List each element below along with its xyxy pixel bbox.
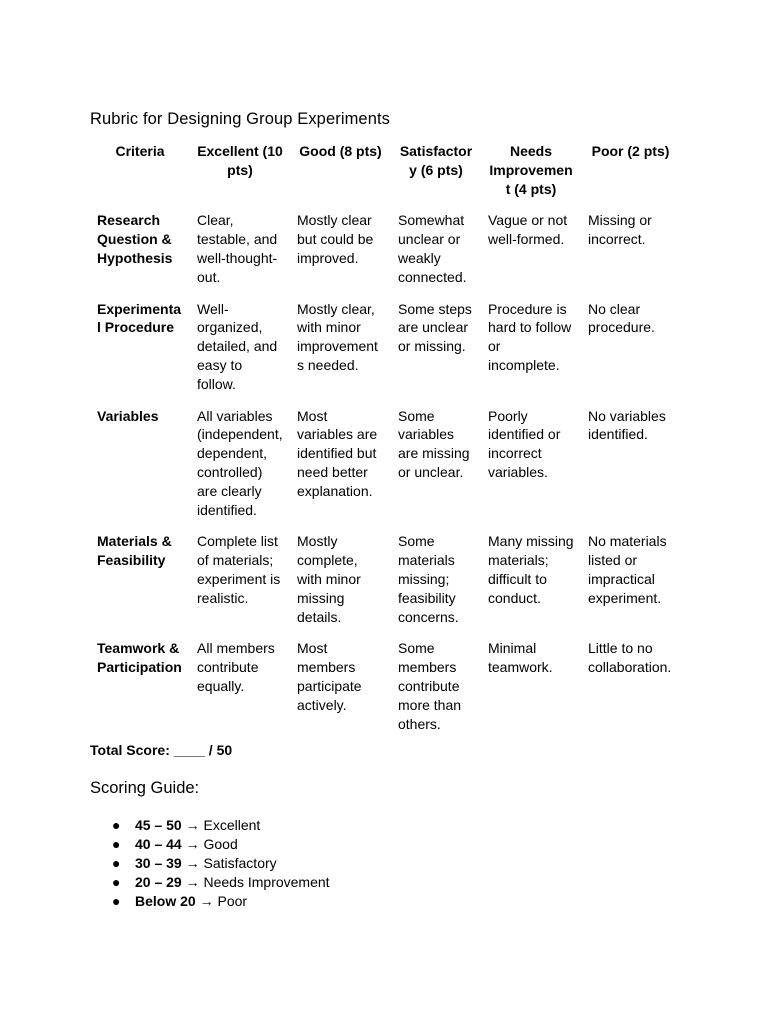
cell-satisfactory: Some materials missing; feasibility concerns. — [398, 533, 459, 625]
cell-satisfactory: Some variables are missing or unclear. — [398, 407, 470, 480]
cell-excellent: Well-organized, detailed, and easy to follow. — [197, 300, 278, 392]
row-criteria: Experimental Procedure — [97, 300, 182, 336]
score-label: Satisfactory — [203, 855, 277, 871]
table-row — [90, 407, 680, 533]
scoring-guide-list — [90, 816, 330, 911]
table-row — [90, 532, 680, 639]
score-range: 20 – 29 — [135, 874, 182, 890]
row-criteria: Materials & Feasibility — [97, 533, 172, 569]
header-good: Good (8 pts) — [299, 143, 382, 159]
bullet-icon: ● — [112, 836, 121, 852]
score-label: Good — [203, 836, 238, 852]
header-poor: Poor (2 pts) — [591, 143, 670, 159]
arrow-icon: → — [181, 855, 204, 871]
cell-excellent: All members contribute equally. — [197, 640, 275, 694]
cell-good: Most members participate actively. — [297, 640, 362, 713]
cell-poor: Little to no collaboration. — [588, 640, 672, 676]
cell-needs-improvement: Poorly identified or incorrect variables. — [488, 407, 561, 480]
cell-satisfactory: Somewhat unclear or weakly connected. — [398, 212, 467, 285]
cell-poor: No clear procedure. — [588, 300, 655, 336]
page-title: Rubric for Designing Group Experiments — [90, 110, 391, 128]
score-range: 30 – 39 — [135, 855, 182, 871]
list-item — [90, 835, 330, 854]
score-label: Needs Improvement — [203, 874, 330, 890]
score-range: Below 20 — [135, 893, 196, 909]
score-range: 45 – 50 — [135, 817, 182, 833]
bullet-icon: ● — [112, 874, 121, 890]
row-criteria: Research Question & Hypothesis — [97, 212, 173, 266]
header-excellent: Excellent (10 pts) — [197, 143, 283, 178]
bullet-icon: ● — [112, 817, 121, 833]
header-needs-improvement: Needs Improvement (4 pts) — [489, 143, 573, 197]
cell-good: Mostly clear but could be improved. — [297, 212, 374, 266]
cell-good: Mostly clear, with minor improvements needed. — [297, 300, 378, 373]
cell-needs-improvement: Procedure is hard to follow or incomplete. — [488, 300, 572, 373]
arrow-icon: → — [181, 817, 204, 833]
row-criteria: Teamwork & Participation — [97, 640, 182, 676]
table-header-row — [90, 142, 680, 211]
list-item — [90, 854, 330, 873]
header-satisfactory: Satisfactory (6 pts) — [399, 143, 473, 178]
list-item — [90, 816, 330, 835]
cell-poor: No materials listed or impractical experiment. — [588, 533, 667, 606]
cell-good: Mostly complete, with minor missing details. — [297, 533, 361, 625]
cell-excellent: All variables (independent, dependent, controlled) are clearly identified. — [197, 407, 283, 518]
list-item — [90, 892, 330, 911]
table-row — [90, 211, 680, 299]
bullet-icon: ● — [112, 893, 121, 909]
arrow-icon: → — [181, 836, 204, 852]
cell-needs-improvement: Minimal teamwork. — [488, 640, 553, 676]
cell-excellent: Complete list of materials; experiment is realistic. — [197, 533, 281, 606]
cell-satisfactory: Some members contribute more than others. — [398, 640, 462, 732]
cell-poor: No variables identified. — [588, 407, 666, 443]
scoring-guide-heading: Scoring Guide: — [90, 779, 200, 797]
cell-needs-improvement: Vague or not well-formed. — [488, 212, 568, 248]
arrow-icon: → — [195, 893, 218, 909]
list-item — [90, 873, 330, 892]
header-criteria: Criteria — [115, 143, 165, 159]
row-criteria: Variables — [97, 407, 159, 424]
rubric-table — [90, 142, 680, 746]
total-score: Total Score: ____ / 50 — [90, 742, 233, 758]
table-row — [90, 300, 680, 407]
bullet-icon: ● — [112, 855, 121, 871]
score-label: Excellent — [203, 817, 261, 833]
cell-needs-improvement: Many missing materials; difficult to conduct. — [488, 533, 574, 606]
cell-good: Most variables are identified but need better explanation. — [297, 407, 378, 499]
table-row — [90, 639, 680, 746]
cell-poor: Missing or incorrect. — [588, 212, 652, 248]
cell-satisfactory: Some steps are unclear or missing. — [398, 300, 472, 355]
cell-excellent: Clear, testable, and well-thought-out. — [197, 212, 278, 285]
score-label: Poor — [217, 893, 248, 909]
score-range: 40 – 44 — [135, 836, 182, 852]
arrow-icon: → — [181, 874, 204, 890]
